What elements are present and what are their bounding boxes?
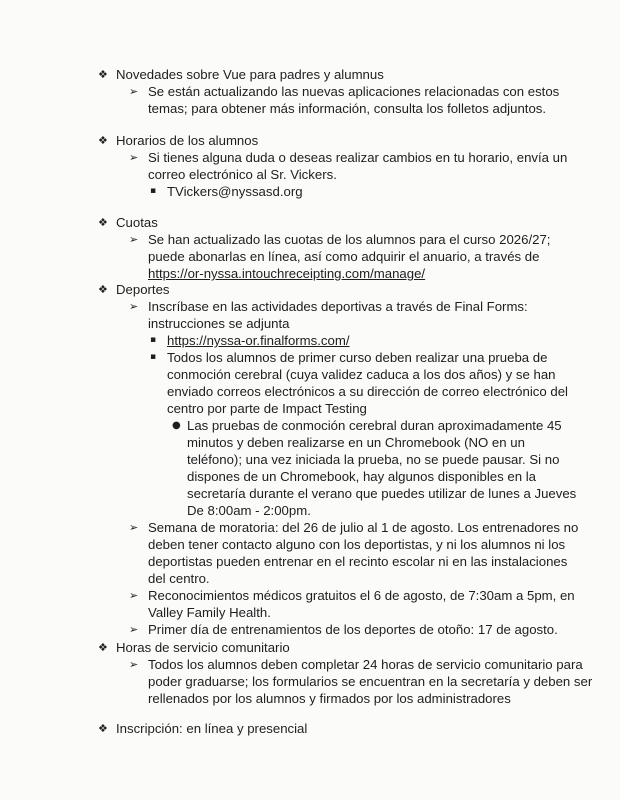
paragraph-text: correo electrónico al Sr. Vickers. xyxy=(148,167,337,182)
paragraph-text: Semana de moratoria: del 26 de julio al 1 de agosto. Los entrenadores no xyxy=(148,520,579,535)
diamond-bullet-icon: ❖ xyxy=(98,68,108,81)
paragraph-text: Si tienes alguna duda o deseas realizar cambios en tu horario, envía un xyxy=(148,150,568,165)
section-title: Novedades sobre Vue para padres y alumnus xyxy=(116,67,384,82)
paragraph-text: instrucciones se adjunta xyxy=(148,316,290,331)
diamond-bullet-icon: ❖ xyxy=(98,283,108,296)
section-title: Cuotas xyxy=(116,215,158,230)
diamond-bullet-icon: ❖ xyxy=(98,722,108,735)
paragraph-text: Primer día de entrenamientos de los deportes de otoño: 17 de agosto. xyxy=(148,622,558,637)
paragraph-text: poder graduarse; los formularios se encuentran en la secretaría y deben ser xyxy=(148,674,593,689)
paragraph-text: Todos los alumnos de primer curso deben realizar una prueba de xyxy=(167,350,548,365)
section-title: Horas de servicio comunitario xyxy=(116,640,290,655)
paragraph-text: secretaría durante el verano que puedes utilizar de lunes a Jueves xyxy=(187,486,577,501)
receipting-link[interactable]: https://or-nyssa.intouchreceipting.com/manage/ xyxy=(148,266,426,281)
dot-bullet-icon: ● xyxy=(172,420,181,431)
finalforms-link[interactable]: https://nyssa-or.finalforms.com/ xyxy=(167,333,350,348)
paragraph-text: Se han actualizado las cuotas de los alumnos para el curso 2026/27; xyxy=(148,232,551,247)
diamond-bullet-icon: ❖ xyxy=(98,216,108,229)
paragraph-text: temas; para obtener más información, consulta los folletos adjuntos. xyxy=(148,101,547,116)
square-bullet-icon: ▪ xyxy=(150,352,157,362)
square-bullet-icon: ▪ xyxy=(150,186,157,196)
arrow-bullet-icon: ➢ xyxy=(129,589,139,602)
email-address: TVickers@nyssasd.org xyxy=(167,184,303,199)
arrow-bullet-icon: ➢ xyxy=(129,623,139,636)
paragraph-text: Inscríbase en las actividades deportivas a través de Final Forms: xyxy=(148,299,528,314)
paragraph-text: Todos los alumnos deben completar 24 horas de servicio comunitario para xyxy=(148,657,583,672)
paragraph-text: puede abonarlas en línea, así como adquirir el anuario, a través de xyxy=(148,249,540,264)
section-title: Inscripción: en línea y presencial xyxy=(116,721,308,736)
paragraph-text: dispones de un Chromebook, hay algunos disponibles en la xyxy=(187,469,536,484)
paragraph-text: Valley Family Health. xyxy=(148,605,271,620)
paragraph-text: deportistas pueden entrenar en el recinto escolar ni en las instalaciones xyxy=(148,554,568,569)
arrow-bullet-icon: ➢ xyxy=(129,85,139,98)
paragraph-text: Se están actualizando las nuevas aplicaciones relacionadas con estos xyxy=(148,84,560,99)
paragraph-text: De 8:00am - 2:00pm. xyxy=(187,503,311,518)
paragraph-text: enviado correos electrónicos a su dirección de correo electrónico del xyxy=(167,384,568,399)
paragraph-text: teléfono); una vez iniciada la prueba, no se puede pausar. Si no xyxy=(187,452,560,467)
arrow-bullet-icon: ➢ xyxy=(129,300,139,313)
diamond-bullet-icon: ❖ xyxy=(98,641,108,654)
paragraph-text: rellenados por los alumnos y firmados por los administradores xyxy=(148,691,511,706)
arrow-bullet-icon: ➢ xyxy=(129,151,139,164)
arrow-bullet-icon: ➢ xyxy=(129,233,139,246)
arrow-bullet-icon: ➢ xyxy=(129,658,139,671)
diamond-bullet-icon: ❖ xyxy=(98,134,108,147)
paragraph-text: centro por parte de Impact Testing xyxy=(167,401,367,416)
arrow-bullet-icon: ➢ xyxy=(129,521,139,534)
section-title: Horarios de los alumnos xyxy=(116,133,259,148)
section-title: Deportes xyxy=(116,282,170,297)
paragraph-text: del centro. xyxy=(148,571,210,586)
paragraph-text: conmoción cerebral (cuya validez caduca a los dos años) y se han xyxy=(167,367,556,382)
square-bullet-icon: ▪ xyxy=(150,335,157,345)
paragraph-text: deben tener contacto alguno con los deportistas, y ni los alumnos ni los xyxy=(148,537,566,552)
paragraph-text: minutos y deben realizarse en un Chromebook (NO en un xyxy=(187,435,525,450)
paragraph-text: Reconocimientos médicos gratuitos el 6 de agosto, de 7:30am a 5pm, en xyxy=(148,588,575,603)
paragraph-text: Las pruebas de conmoción cerebral duran aproximadamente 45 xyxy=(187,418,562,433)
